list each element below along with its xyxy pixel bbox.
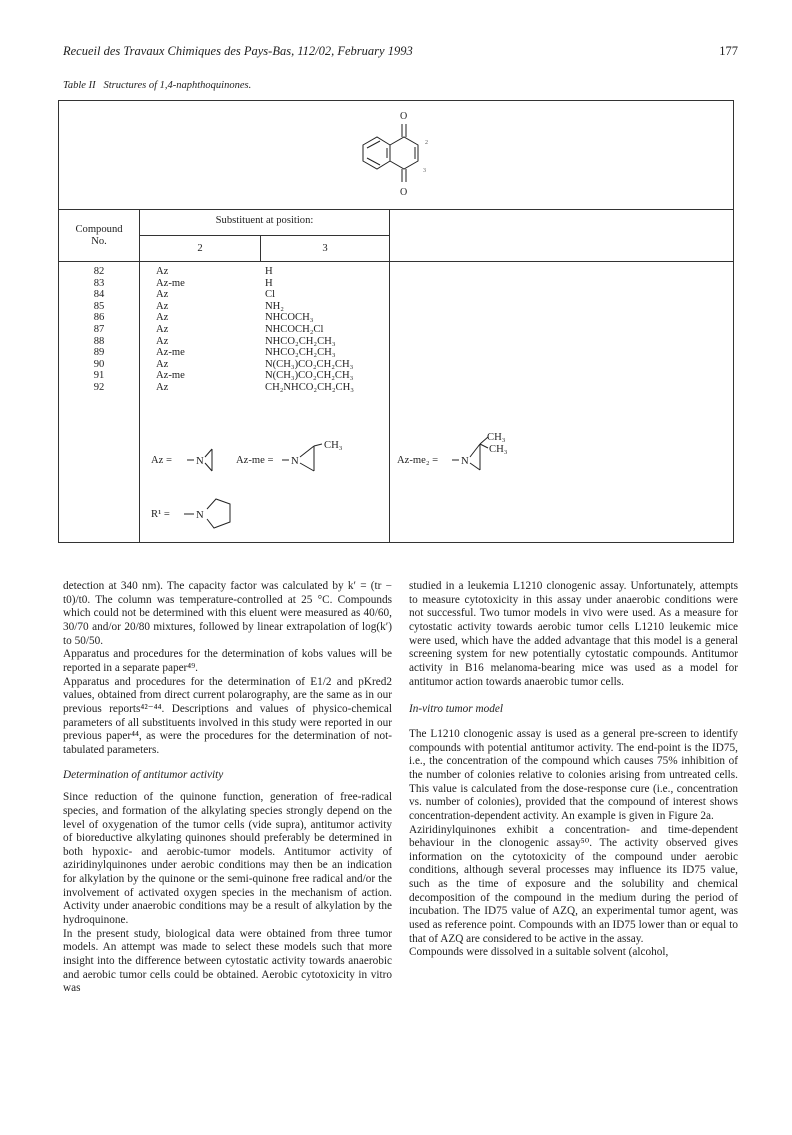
table-caption-title: Structures of 1,4-naphthoquinones. [103, 80, 252, 91]
paragraph-polarography: Apparatus and procedures for the determination of E1/2 and pKred2 values, obtained from direct current polarography, are the same as in our previous reports⁴²⁻⁴⁴. Descriptions and values of physico-chemical parameters of all substituents involved in this study were reported in our previous paper⁴⁴, as were the procedures for the determination of not-tabulated parameters. [63, 675, 392, 756]
compound-number: 87 [93, 323, 105, 335]
table-caption [63, 80, 251, 91]
substituent-position-3: NHCOCH₂Cl [265, 323, 324, 335]
compound-number: 89 [93, 347, 105, 359]
col-header-substituent: Substituent at position: [215, 215, 314, 226]
table-subheader-rule [139, 235, 389, 236]
substituent-position-3: Cl [265, 289, 276, 301]
legend-az-me2-label: Az-me₂ = [397, 455, 439, 466]
methylaziridine-structure [280, 436, 380, 476]
journal-citation: Recueil des Travaux Chimiques des Pays-Bas, 112/02, February 1993 [63, 44, 413, 58]
oxygen-bottom-label: O [400, 187, 408, 198]
substituent-position-3: NHCO₂CH₂CH₃ [265, 347, 336, 359]
paragraph-clonogenic-assay: The L1210 clonogenic assay is used as a general pre-screen to identify compounds with potential antitumor activity. The end-point is the ID75, i.e., the concentration of the compound which causes 75% inhibition of the number of colonies relative to colonies arising from untreated cells. This value is calculated from the dose-response cure (i.e., concentration vs. number of colonies), provided that the compound of interest shows concentration-dependent activity. An example is given in Figure 2a. [409, 727, 738, 822]
substituent-position-2: Az [156, 266, 169, 277]
substituent-position-2: Az [156, 323, 169, 335]
az-n-label: N [196, 456, 204, 467]
oxygen-top-label: O [400, 111, 408, 122]
compound-number: 90 [93, 358, 105, 370]
legend-az-label: Az = [151, 455, 172, 466]
table-right-rule [733, 100, 734, 543]
pyrrolidine-structure [180, 494, 240, 534]
substituent-position-2: Az [156, 381, 169, 393]
legend-r1-label: R¹ = [151, 509, 170, 520]
compound-number: 85 [93, 300, 105, 312]
table-header-rule [58, 209, 734, 210]
paragraph-aziridinylquinones: Aziridinylquinones exhibit a concentration- and time-dependent behaviour in the clonogenic assay⁵⁰. The activity observed gives information on the cytotoxicity of the compound under aerobic conditions, although several processes may influence its ID75 value, such as the time of exposure and the solubility and chemical decomposition of the compound in the medium during the period of incubation. The ID75 value of AZQ, an experimental tumor agent, was used as reference point. Compounds with an ID75 lower than or equal to that of AZQ are considered to be active in the assay. [409, 823, 738, 945]
compound-number: 84 [93, 289, 105, 301]
compound-number: 82 [93, 266, 105, 277]
substituent-position-2: Az [156, 312, 169, 324]
paragraph-capacity-factor: detection at 340 nm). The capacity factor was calculated by k′ = (tr − t0)/t0. The column was temperature-controlled at 25 °C. Compounds which could not be determined with this eluent were measured as 40/60, 30/70 and/or 20/80 mixtures, followed by linear extrapolation of log(k′) to 50/50. [63, 580, 392, 647]
substituent-position-3: NHCO₂CH₂CH₃ [265, 335, 336, 347]
paragraph-leukemia-assay: studied in a leukemia L1210 clonogenic assay. Unfortunately, attempts to measure cytotoxicity in this assay under anaerobic conditions were not successful. Two tumor models in vivo were used. As a measure for cytostatic activity towards aerobic tumor cells L1210 leukemic mice were used, which have the added advantage that this model is a general screening system for new potentially cytostatic compounds. Antitumor activity in B16 melanoma-bearing mice was used as a model for antitumor action towards anaerobic tumor cells. [409, 580, 738, 688]
substituent-position-2: Az-me [156, 347, 185, 359]
left-text-column [63, 580, 392, 996]
substituent-position-2: Az-me [156, 277, 185, 289]
compound-number: 92 [93, 381, 105, 393]
naphthoquinone-structure [330, 102, 490, 208]
position-2-label: 2 [425, 140, 428, 146]
dimethylaziridine-structure [450, 430, 550, 476]
substituent-position-3: NHCOCH₃ [265, 312, 314, 324]
compound-number-column [60, 266, 138, 394]
compound-number: 86 [93, 312, 105, 324]
substituent-position-2: Az [156, 358, 169, 370]
paragraph-tumor-models: In the present study, biological data were obtained from three tumor models. An attempt was made to select these models such that more insight into the difference between cytostatic activity towards anaerobic and aerobic tumor cells could be obtained. Aerobic cytotoxicity in vitro was [63, 927, 392, 995]
compound-number: 83 [93, 277, 105, 289]
legend-az-me-label: Az-me = [236, 455, 274, 466]
col-header-compound [60, 224, 138, 247]
col-header-position-2: 2 [197, 243, 203, 254]
section-heading-antitumor: Determination of antitumor activity [63, 768, 224, 781]
aziridine-structure [185, 445, 225, 475]
substituent-position-2: Az [156, 289, 169, 301]
substituent-position-2: Az [156, 300, 169, 312]
paragraph-kobs: Apparatus and procedures for the determination of kobs values will be reported in a separate paper⁴⁹. [63, 648, 392, 674]
az-me-ch3-label: CH₃ [324, 440, 343, 451]
substituent-position-3: N(CH₃)CO₂CH₂CH₃ [265, 358, 354, 370]
substituent-position-3: N(CH₃)CO₂CH₂CH₃ [265, 370, 354, 382]
position-2-column [156, 266, 256, 394]
page-number: 177 [719, 44, 738, 58]
paragraph-solvent: Compounds were dissolved in a suitable solvent (alcohol, [409, 946, 669, 959]
az-me2-ch3-bottom-label: CH₃ [489, 444, 508, 455]
position-3-column [265, 266, 389, 394]
table-col-rule-1 [139, 209, 140, 542]
col-header-compound-line1: Compound [75, 224, 123, 235]
substituent-position-2: Az [156, 335, 169, 347]
col-header-compound-line2: No. [91, 235, 107, 247]
benzene-ring [363, 137, 390, 169]
table-col-rule-2 [389, 209, 390, 542]
paragraph-antitumor-activity: Since reduction of the quinone function, generation of free-radical species, and formation of the alkylating species strongly depend on the level of oxygenation of the tumor cells (vide supra), antitumor activity of bioreductive alkylating quinones should preferably be determined in both hypoxic- and aerobic-tumor models. Antitumor activity of aziridinylquinones under aerobic conditions may then be an indication for alkylation by the quinone or the semi-quinone free radical and/or the involvement of activated oxygen species in the mechanism of action. Activity under anaerobic conditions may be a result of alkylation by the hydroquinone. [63, 791, 392, 927]
right-text-column [409, 580, 738, 960]
compound-number: 88 [93, 335, 105, 347]
table-caption-label: Table II [63, 80, 96, 91]
table-top-rule [58, 100, 734, 101]
quinone-ring [390, 137, 418, 169]
table-body-rule [58, 261, 734, 262]
r1-n-label: N [196, 510, 204, 521]
substituent-position-3: CH₂NHCO₂CH₂CH₃ [265, 381, 354, 393]
substituent-position-2: Az-me [156, 370, 185, 382]
col-header-position-3: 3 [322, 243, 328, 254]
az-me-n-label: N [291, 456, 299, 467]
table-left-rule [58, 100, 59, 543]
section-heading-in-vitro: In-vitro tumor model [409, 703, 503, 716]
position-3-label: 3 [423, 168, 426, 174]
substituent-position-3: H [265, 266, 273, 277]
running-header [63, 44, 738, 64]
table-bottom-rule [58, 542, 734, 543]
compound-number: 91 [93, 370, 105, 382]
substituent-position-3: H [265, 277, 273, 289]
az-me2-n-label: N [461, 456, 469, 467]
az-me2-ch3-top-label: CH₃ [487, 432, 506, 443]
substituent-position-3: NH₂ [265, 300, 284, 312]
